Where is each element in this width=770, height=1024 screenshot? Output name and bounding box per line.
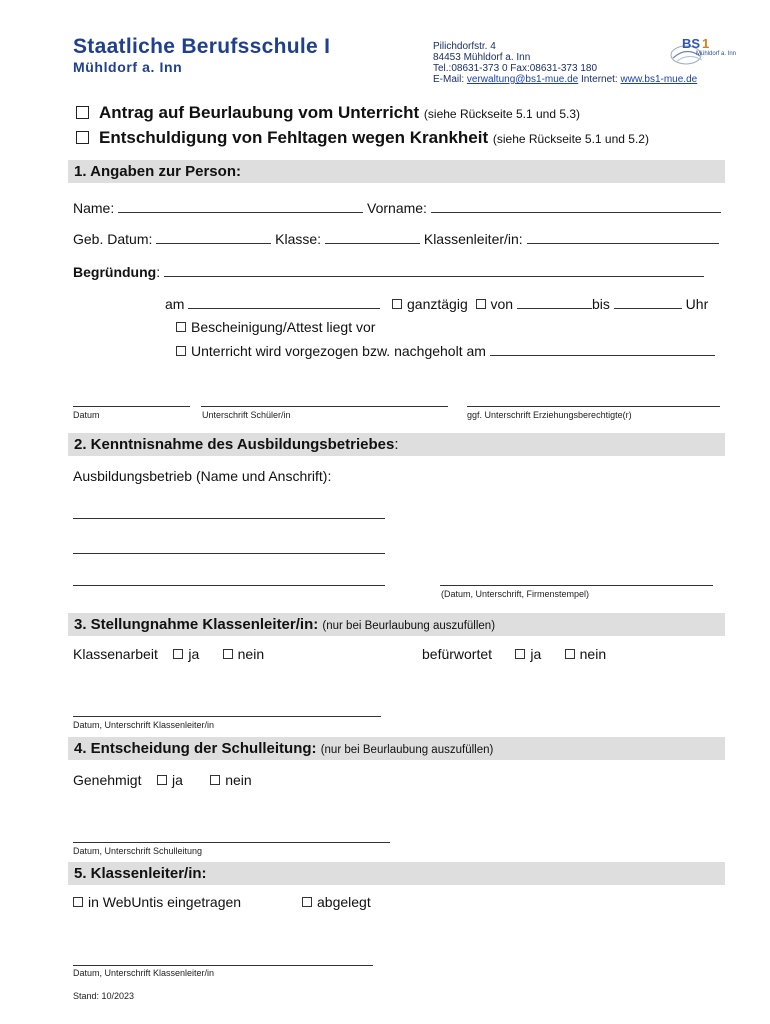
ja-label: ja	[172, 772, 183, 788]
checkbox[interactable]	[76, 106, 89, 119]
nein-checkbox[interactable]	[223, 649, 233, 659]
bis-field[interactable]	[614, 296, 682, 309]
section-title: 5. Klassenleiter/in:	[74, 865, 207, 882]
request-entschuldigung[interactable]	[76, 128, 649, 148]
am-row	[165, 296, 708, 312]
ganztaegig-checkbox[interactable]	[392, 299, 402, 309]
geb-row	[73, 231, 719, 247]
nein-checkbox[interactable]	[210, 775, 220, 785]
webuntis-checkbox[interactable]	[73, 897, 83, 907]
firma-signature-line[interactable]	[440, 585, 713, 586]
vorgezogen-checkbox[interactable]	[176, 346, 186, 356]
section-3-header	[68, 613, 725, 636]
betrieb-label: Ausbildungsbetrieb (Name und Anschrift):	[73, 468, 332, 484]
uhr-label: Uhr	[685, 296, 709, 312]
nein-label: nein	[225, 772, 252, 788]
bis-label: bis	[591, 296, 610, 312]
ja-label: ja	[188, 646, 200, 662]
nein-label: nein	[579, 646, 607, 662]
section-2-header	[68, 433, 725, 456]
request-note: (siehe Rückseite 5.1 und 5.2)	[492, 132, 649, 146]
abgelegt-label: abgelegt	[317, 894, 371, 910]
ganztaegig-label: ganztägig	[407, 296, 468, 312]
klasse-label: Klasse:	[275, 231, 322, 247]
section-title: 4. Entscheidung der Schulleitung: (nur bei Beurlaubung auszufüllen)	[74, 740, 494, 757]
genehmigt-row	[73, 772, 252, 788]
webuntis-row[interactable]	[73, 894, 241, 910]
stand-date: Stand: 10/2023	[73, 991, 135, 1001]
webuntis-label: in WebUntis eingetragen	[88, 894, 242, 910]
contact-block	[433, 41, 697, 85]
nein-label: nein	[237, 646, 265, 662]
name-field[interactable]	[118, 200, 363, 213]
von-field[interactable]	[517, 296, 592, 309]
attest-checkbox[interactable]	[176, 322, 186, 332]
klassenarbeit-row	[73, 646, 264, 662]
vorname-field[interactable]	[431, 200, 721, 213]
checkbox[interactable]	[76, 131, 89, 144]
ja-checkbox[interactable]	[157, 775, 167, 785]
begruendung-field[interactable]	[164, 264, 704, 277]
request-beurlaubung[interactable]	[76, 103, 580, 123]
section-4-header	[68, 737, 725, 760]
email-label: E-Mail:	[433, 74, 465, 85]
logo-small-text: Mühldorf a. Inn	[696, 51, 737, 57]
name-label: Name:	[73, 200, 115, 216]
section-title: 1. Angaben zur Person:	[74, 163, 241, 180]
caption-firma: (Datum, Unterschrift, Firmenstempel)	[441, 589, 590, 599]
school-logo	[668, 36, 737, 66]
caption-klassenleiter: Datum, Unterschrift Klassenleiter/in	[73, 720, 215, 730]
klassenleiter-label: Klassenleiter/in:	[423, 231, 523, 247]
klassenleiter-field[interactable]	[527, 231, 719, 244]
section-title: 3. Stellungnahme Klassenleiter/in: (nur bei Beurlaubung auszufüllen)	[74, 616, 496, 633]
email-link[interactable]: verwaltung@bs1-mue.de	[466, 74, 579, 85]
phone-fax: Tel.:08631-373 0 Fax:08631-373 180	[433, 63, 598, 74]
ja-checkbox[interactable]	[515, 649, 525, 659]
klassenarbeit-label: Klassenarbeit	[73, 646, 158, 662]
vorgezogen-field[interactable]	[490, 343, 715, 356]
betrieb-line[interactable]	[73, 585, 385, 586]
address-city: 84453 Mühldorf a. Inn	[433, 52, 531, 63]
geb-field[interactable]	[156, 231, 271, 244]
betrieb-line[interactable]	[73, 553, 385, 554]
geb-label: Geb. Datum:	[73, 231, 153, 247]
vorgezogen-row	[176, 343, 715, 359]
am-label: am	[165, 296, 185, 312]
ja-checkbox[interactable]	[173, 649, 183, 659]
request-label: Entschuldigung von Fehltagen wegen Krankheit	[99, 128, 489, 147]
nein-checkbox[interactable]	[565, 649, 575, 659]
abgelegt-checkbox[interactable]	[302, 897, 312, 907]
internet-link[interactable]: www.bs1-mue.de	[620, 74, 698, 85]
caption-unterschrift-schueler: Unterschrift Schüler/in	[202, 410, 291, 420]
logo-1-text: 1	[702, 36, 710, 51]
signature-line[interactable]	[467, 406, 720, 407]
request-note: (siehe Rückseite 5.1 und 5.3)	[423, 107, 581, 121]
email-internet-line	[433, 74, 697, 85]
vorname-label: Vorname:	[367, 200, 427, 216]
signature-line[interactable]	[73, 965, 373, 966]
school-town: Mühldorf a. Inn	[73, 59, 183, 75]
am-field[interactable]	[188, 296, 380, 309]
befuerwortet-label: befürwortet	[422, 646, 493, 662]
logo-bs-text: BS	[682, 36, 701, 51]
request-label: Antrag auf Beurlaubung vom Unterricht	[99, 103, 420, 122]
caption-datum: Datum	[73, 410, 100, 420]
abgelegt-row[interactable]	[302, 894, 371, 910]
begruendung-label: Begründung	[73, 264, 157, 280]
caption-schulleitung: Datum, Unterschrift Schulleitung	[73, 846, 203, 856]
befuerwortet-row	[422, 646, 606, 662]
address-street: Pilichdorfstr. 4	[433, 41, 496, 52]
internet-label: Internet:	[581, 74, 618, 85]
attest-row[interactable]	[176, 319, 375, 335]
section-5-header	[68, 862, 725, 885]
attest-label: Bescheinigung/Attest liegt vor	[191, 319, 376, 335]
begruendung-row	[73, 264, 704, 280]
ja-label: ja	[530, 646, 542, 662]
von-label: von	[490, 296, 514, 312]
colon: :	[156, 264, 161, 280]
caption-klassenleiter: Datum, Unterschrift Klassenleiter/in	[73, 968, 215, 978]
school-name: Staatliche Berufsschule I	[73, 35, 331, 58]
signature-line[interactable]	[73, 716, 381, 717]
genehmigt-label: Genehmigt	[73, 772, 142, 788]
signature-line[interactable]	[201, 406, 448, 407]
von-checkbox[interactable]	[476, 299, 486, 309]
section-1-header	[68, 160, 725, 183]
signature-line[interactable]	[73, 406, 190, 407]
betrieb-line[interactable]	[73, 518, 385, 519]
section-title: 2. Kenntnisnahme des Ausbildungsbetriebes:	[74, 436, 399, 453]
vorgezogen-label: Unterricht wird vorgezogen bzw. nachgeholt am	[191, 343, 486, 359]
caption-unterschrift-erz: ggf. Unterschrift Erziehungsberechtigte(r)	[467, 410, 632, 420]
name-row	[73, 200, 721, 216]
klasse-field[interactable]	[325, 231, 420, 244]
signature-line[interactable]	[73, 842, 390, 843]
